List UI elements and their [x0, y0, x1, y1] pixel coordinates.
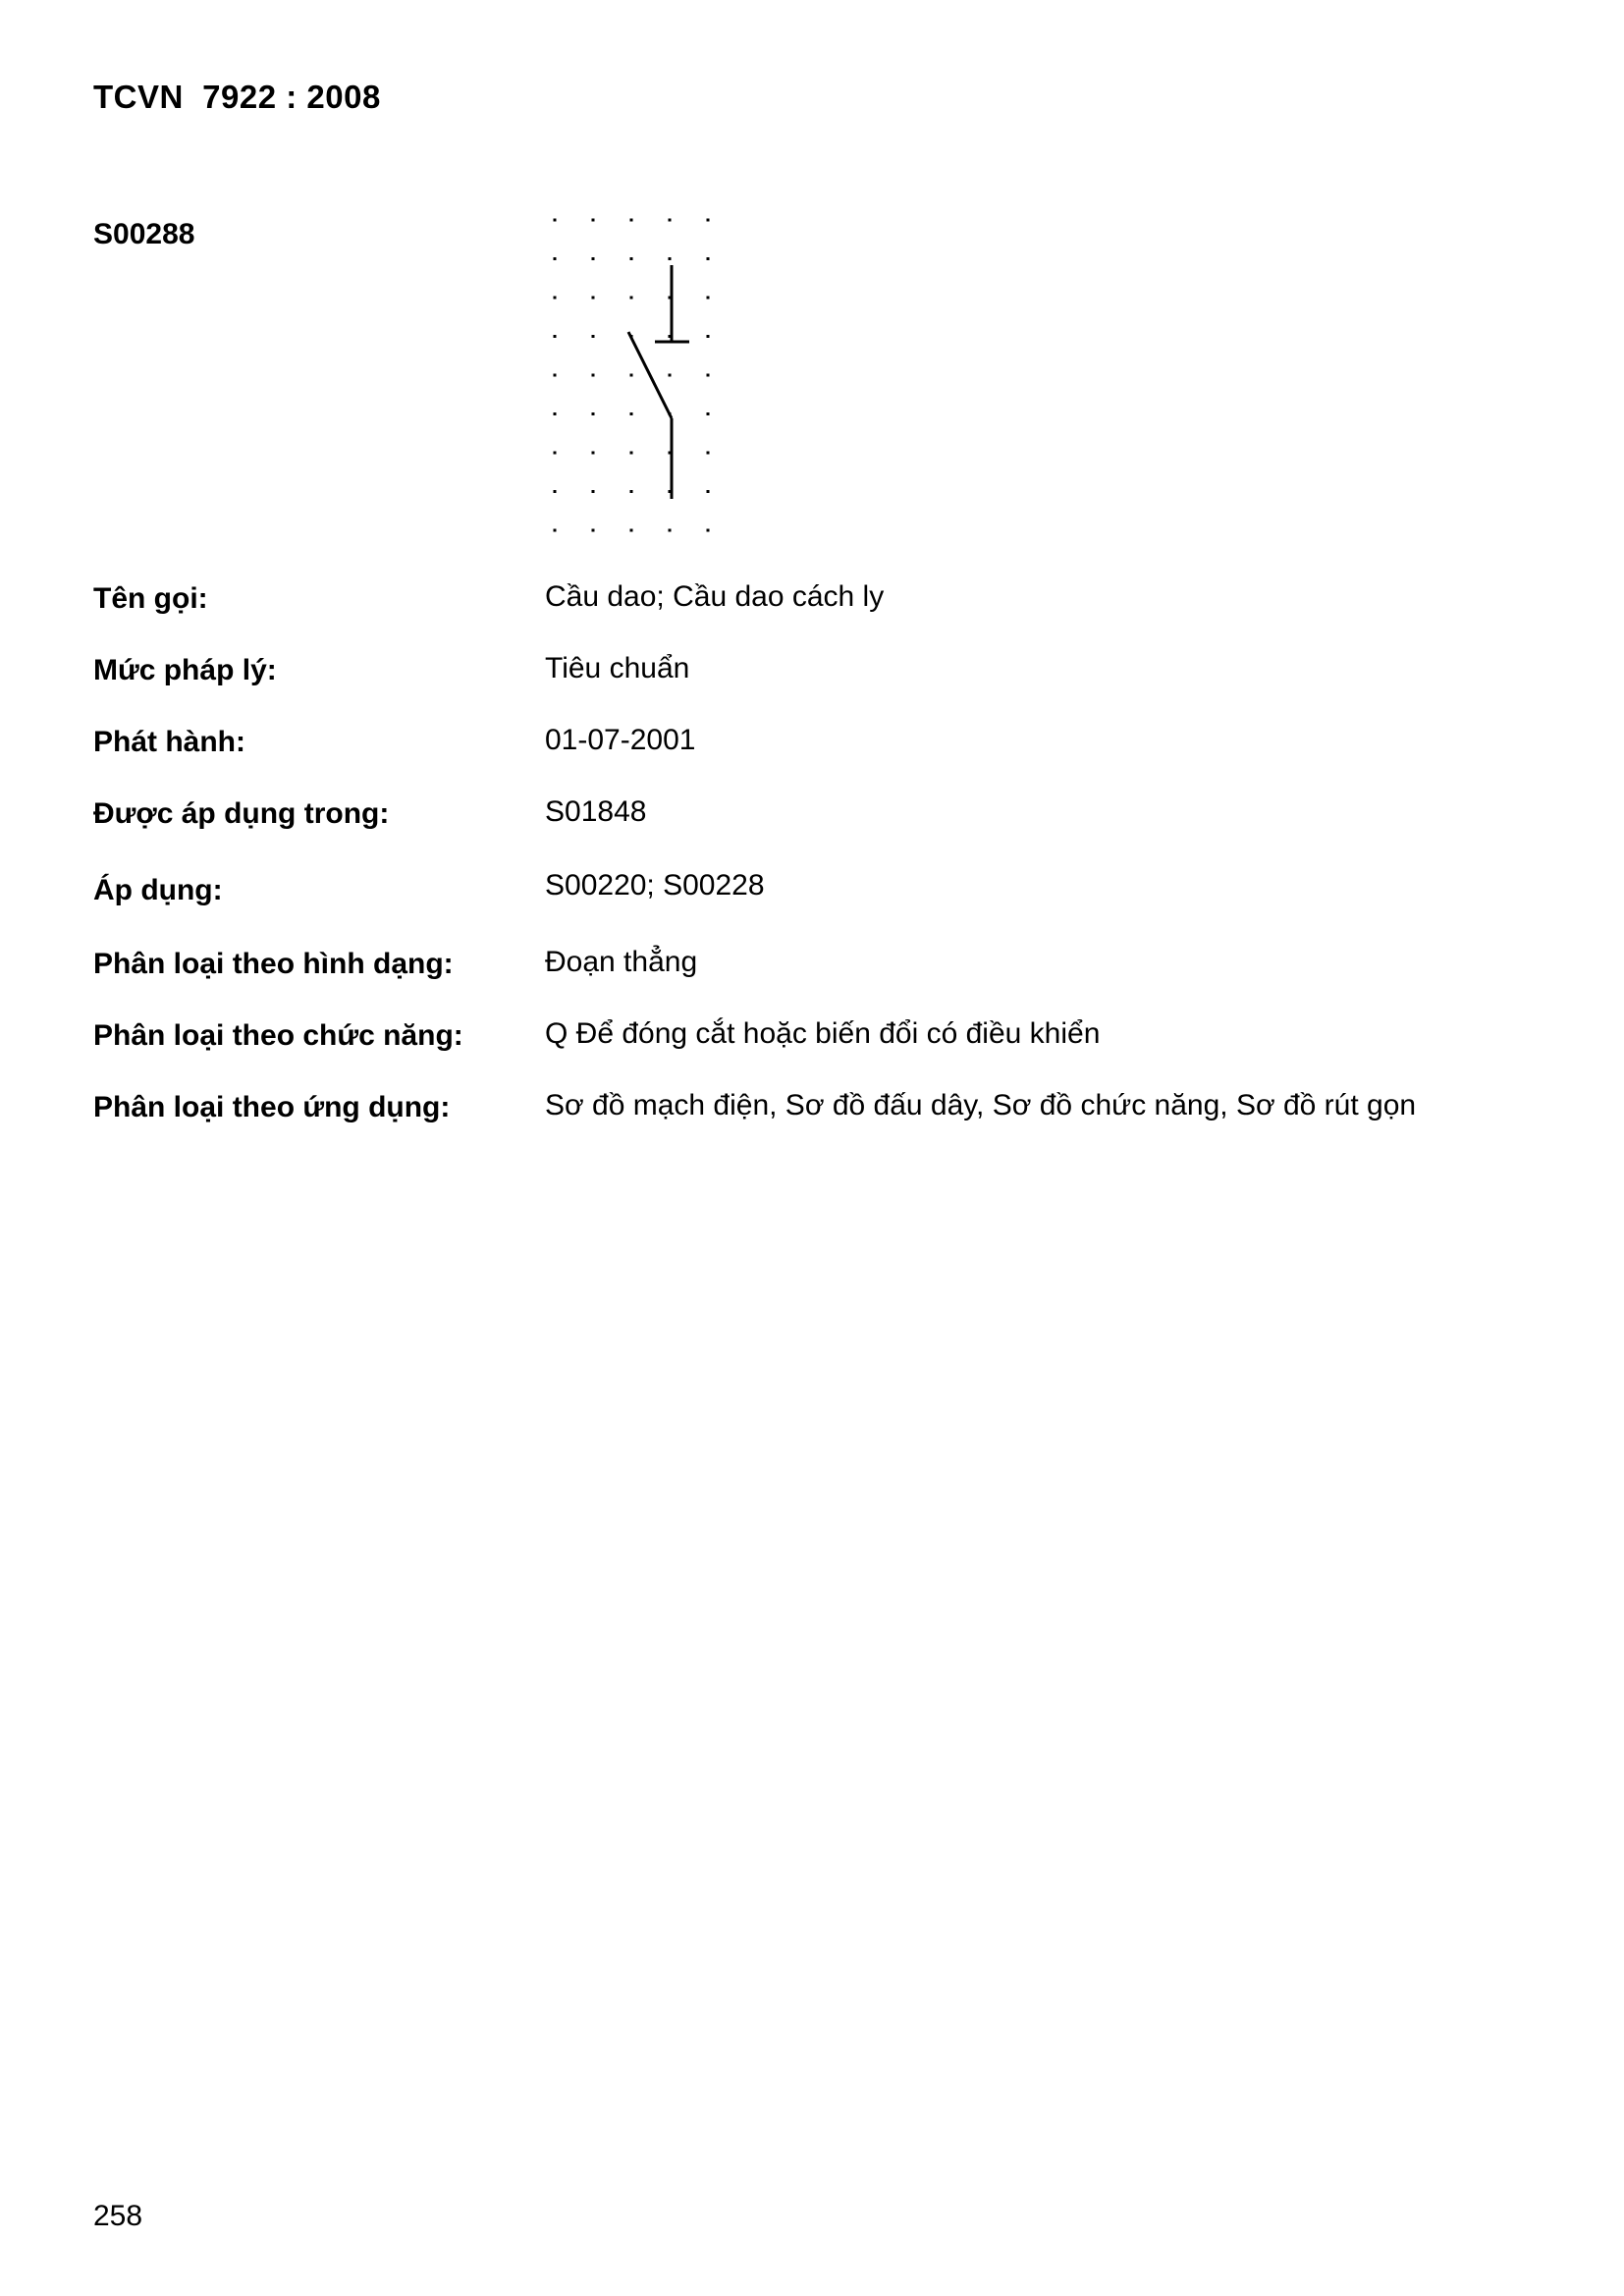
switch-blade-line [628, 332, 672, 418]
grid-dot [592, 257, 595, 260]
symbol-grid-dots [554, 219, 710, 532]
grid-dot [554, 412, 557, 415]
grid-dot [554, 374, 557, 377]
grid-dot [669, 529, 672, 532]
grid-dot [592, 219, 595, 222]
field-label: Phát hành: [93, 726, 245, 758]
grid-dot [707, 490, 710, 493]
grid-dot [630, 257, 633, 260]
grid-dot [669, 374, 672, 377]
grid-dot [554, 257, 557, 260]
grid-dot [592, 412, 595, 415]
grid-dot [554, 452, 557, 455]
switch-symbol-lines [628, 265, 689, 499]
grid-dot [630, 297, 633, 300]
field-value: Sơ đồ mạch điện, Sơ đồ đấu dây, Sơ đồ chức năng, Sơ đồ rút gọn [545, 1089, 1417, 1121]
field-row-shape-class [93, 948, 1566, 991]
grid-dot [592, 374, 595, 377]
grid-dot [707, 297, 710, 300]
field-row-application-class [93, 1091, 1566, 1134]
field-label: Phân loại theo hình dạng: [93, 948, 454, 980]
field-row-issued [93, 726, 1566, 769]
field-row-applied-in [93, 797, 1566, 841]
grid-dot [554, 335, 557, 338]
grid-dot [669, 219, 672, 222]
grid-dot [592, 452, 595, 455]
grid-dot [554, 490, 557, 493]
field-value: 01-07-2001 [545, 724, 696, 756]
page-number: 258 [93, 2200, 143, 2232]
grid-dot [707, 335, 710, 338]
field-label: Phân loại theo ứng dụng: [93, 1091, 451, 1123]
field-value: Q Để đóng cắt hoặc biến đổi có điều khiển [545, 1017, 1101, 1050]
grid-dot [669, 257, 672, 260]
grid-dot [630, 219, 633, 222]
grid-dot [554, 529, 557, 532]
grid-dot [592, 297, 595, 300]
field-value: Đoạn thẳng [545, 946, 698, 978]
field-label: Mức pháp lý: [93, 654, 277, 686]
grid-dot [554, 297, 557, 300]
grid-dot [707, 257, 710, 260]
grid-dot [630, 452, 633, 455]
grid-dot [630, 490, 633, 493]
grid-dot [592, 529, 595, 532]
disconnector-switch-symbol-icon [535, 206, 731, 550]
field-row-name [93, 582, 1566, 626]
grid-dot [592, 490, 595, 493]
field-label: Được áp dụng trong: [93, 797, 390, 830]
field-value: Cầu dao; Cầu dao cách ly [545, 580, 885, 613]
grid-dot [630, 412, 633, 415]
document-standard-title: TCVN 7922 : 2008 [93, 79, 381, 115]
grid-dot [554, 219, 557, 222]
symbol-code: S00288 [93, 218, 195, 250]
field-row-legal-level [93, 654, 1566, 697]
field-row-applies [93, 869, 1566, 917]
field-label: Áp dụng: [93, 874, 223, 906]
grid-dot [707, 529, 710, 532]
field-value: Tiêu chuẩn [545, 652, 690, 684]
field-label: Tên gọi: [93, 582, 208, 615]
grid-dot [707, 219, 710, 222]
grid-dot [630, 374, 633, 377]
grid-dot [592, 335, 595, 338]
field-value: S01848 [545, 795, 647, 828]
field-value: S00220; S00228 [545, 869, 765, 902]
grid-dot [707, 412, 710, 415]
grid-dot [707, 374, 710, 377]
grid-dot [707, 452, 710, 455]
field-label: Phân loại theo chức năng: [93, 1019, 463, 1052]
grid-dot [630, 529, 633, 532]
field-row-function-class [93, 1019, 1566, 1063]
